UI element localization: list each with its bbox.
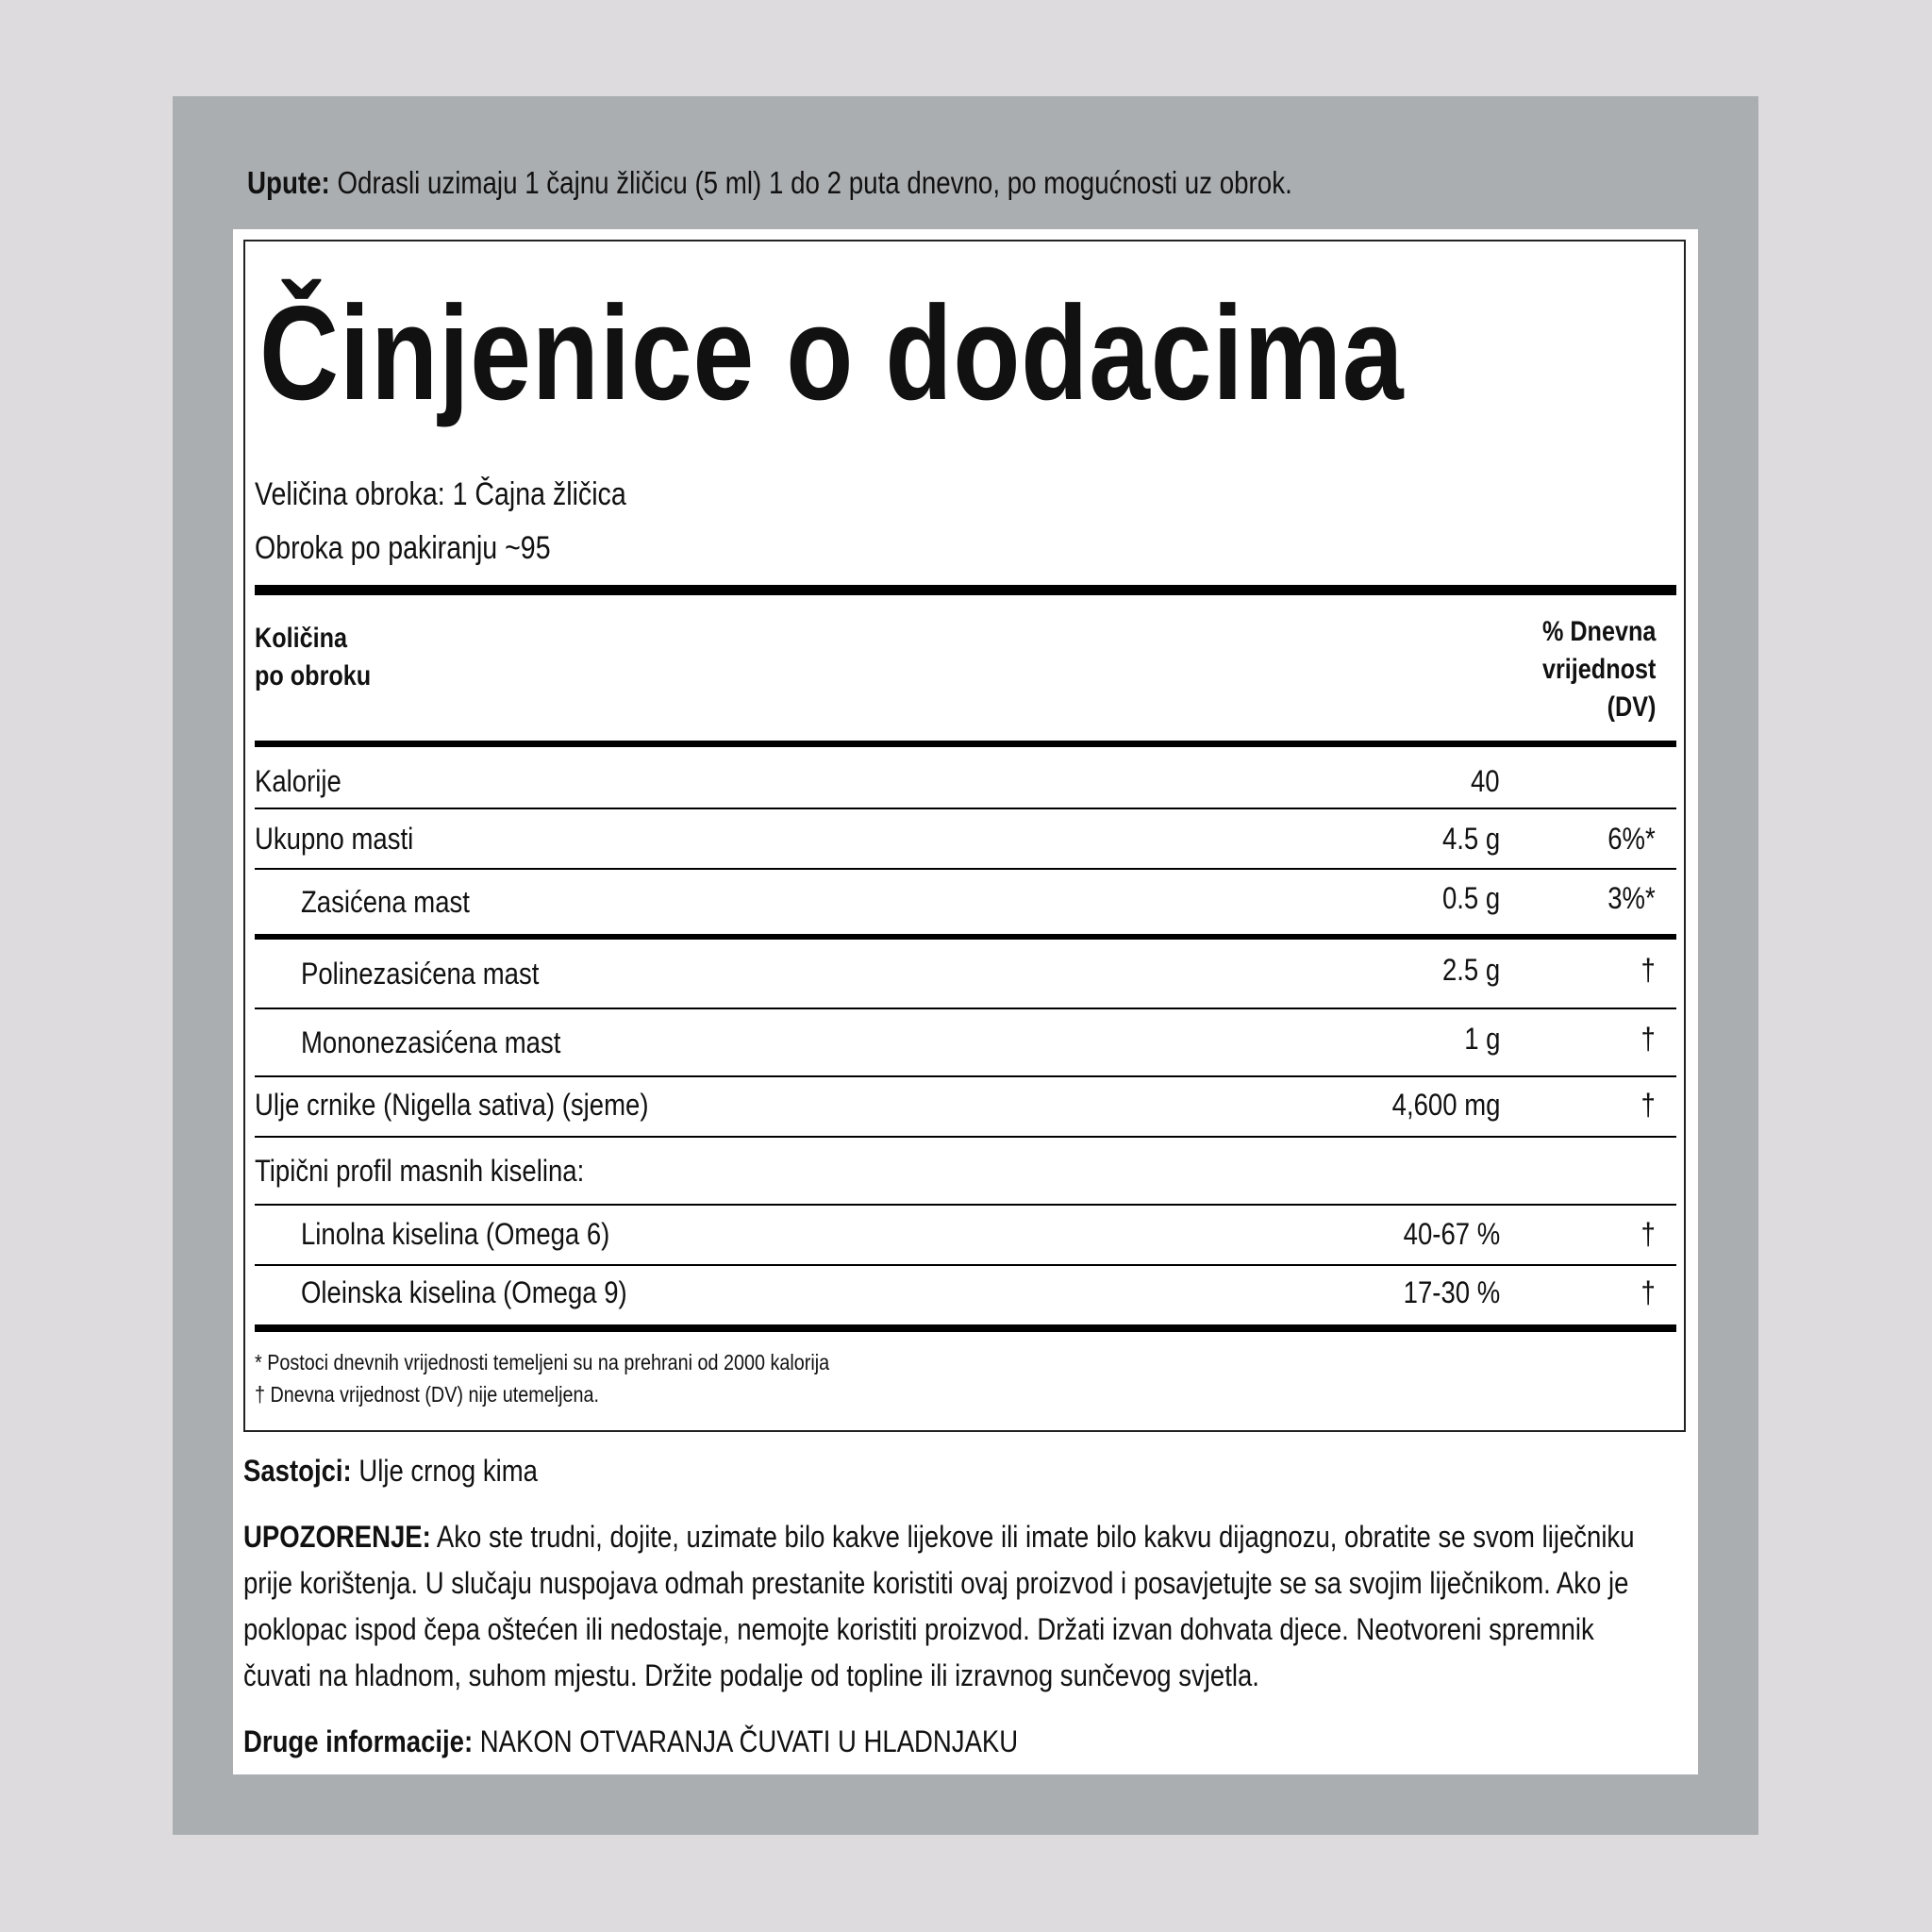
row-label: Ulje crnike (Nigella sativa) (sjeme): [255, 1088, 649, 1122]
table-row: [255, 809, 1676, 868]
header-dv-line: vrijednost: [1541, 654, 1656, 685]
row-label: Oleinska kiselina (Omega 9): [301, 1275, 627, 1309]
row-dv: 3%*: [1607, 881, 1656, 915]
header-divider: [255, 741, 1676, 747]
other-info-text: NAKON OTVARANJA ČUVATI U HLADNJAKU: [479, 1724, 1019, 1758]
other-info-label: Druge informacije:: [243, 1724, 474, 1758]
row-amount: 40-67 %: [1403, 1217, 1500, 1251]
other-information: [243, 1719, 1018, 1765]
table-row: [255, 1266, 1676, 1324]
row-dv: †: [1641, 953, 1656, 987]
header-daily-value: [1542, 613, 1656, 726]
ingredients-label: Sastojci:: [243, 1454, 352, 1488]
table-row: [255, 1206, 1676, 1264]
warning-text-line: prije korištenja. U slučaju nuspojava odmah prestanite koristiti ovaj proizvod i posavjetujte se sa svojim liječnikom. Ako je: [243, 1566, 1629, 1600]
row-dv: †: [1641, 1022, 1656, 1056]
row-label: Tipični profil masnih kiselina:: [255, 1154, 585, 1188]
serving-size: Veličina obroka: 1 Čajna žličica: [255, 476, 626, 512]
footnote-percent: * Postoci dnevnih vrijednosti temeljeni su na prehrani od 2000 kalorija: [255, 1350, 830, 1374]
row-amount: 4,600 mg: [1391, 1088, 1500, 1122]
row-label: Zasićena mast: [301, 885, 470, 919]
table-row: [255, 1077, 1676, 1136]
row-amount: 40: [1471, 764, 1500, 798]
table-row: [255, 870, 1676, 934]
warning-text-line: čuvati na hladnom, suhom mjestu. Držite podalje od topline ili izravnog sunčevog svjetla.: [243, 1658, 1259, 1692]
ingredients: [243, 1448, 538, 1494]
thick-divider: [255, 585, 1676, 595]
directions-text: Odrasli uzimaju 1 čajnu žličicu (5 ml) 1 do 2 puta dnevno, po mogućnosti uz obrok.: [337, 165, 1292, 200]
row-amount: 4.5 g: [1441, 822, 1500, 856]
row-dv: †: [1641, 1088, 1656, 1122]
row-label: Polinezasićena mast: [301, 957, 540, 991]
header-amount-line: Količina: [255, 623, 348, 654]
header-amount-line: po obroku: [255, 660, 372, 691]
row-label: Kalorije: [255, 764, 341, 798]
footnote-dagger: † Dnevna vrijednost (DV) nije utemeljena.: [255, 1382, 600, 1407]
table-row: [255, 1009, 1676, 1075]
row-label: Mononezasićena mast: [301, 1025, 561, 1059]
servings-per-container: Obroka po pakiranju ~95: [255, 530, 551, 566]
row-amount: 2.5 g: [1441, 953, 1500, 987]
warning-label: UPOZORENJE:: [243, 1520, 431, 1554]
row-dv: 6%*: [1607, 822, 1656, 856]
row-amount: 1 g: [1463, 1022, 1500, 1056]
ingredients-text: Ulje crnog kima: [358, 1454, 538, 1488]
row-dv: †: [1641, 1217, 1656, 1251]
bottom-divider: [255, 1324, 1676, 1332]
directions: [247, 164, 1499, 202]
header-dv-line: % Dnevna: [1541, 616, 1656, 647]
row-amount: 0.5 g: [1441, 881, 1500, 915]
row-label: Ukupno masti: [255, 822, 414, 856]
row-label: Linolna kiselina (Omega 6): [301, 1217, 610, 1251]
table-row: [255, 940, 1676, 1008]
table-row: [255, 755, 1676, 808]
row-dv: †: [1641, 1275, 1656, 1309]
warning-text-line: poklopac ispod čepa oštećen ili nedostaje, nemojte koristiti proizvod. Držati izvan dohvata djece. Neotvoreni spremnik: [243, 1612, 1594, 1646]
table-row: [255, 1138, 1676, 1204]
warning: [243, 1514, 1634, 1699]
header-amount: [255, 620, 371, 695]
warning-text-line: Ako ste trudni, dojite, uzimate bilo kakve lijekove ili imate bilo kakvu dijagnozu, obratite se svom liječniku: [436, 1520, 1635, 1554]
row-amount: 17-30 %: [1403, 1275, 1500, 1309]
header-dv-line: (DV): [1607, 691, 1656, 723]
facts-title: Činjenice o dodacima: [259, 278, 1405, 428]
directions-label: Upute:: [247, 165, 330, 200]
